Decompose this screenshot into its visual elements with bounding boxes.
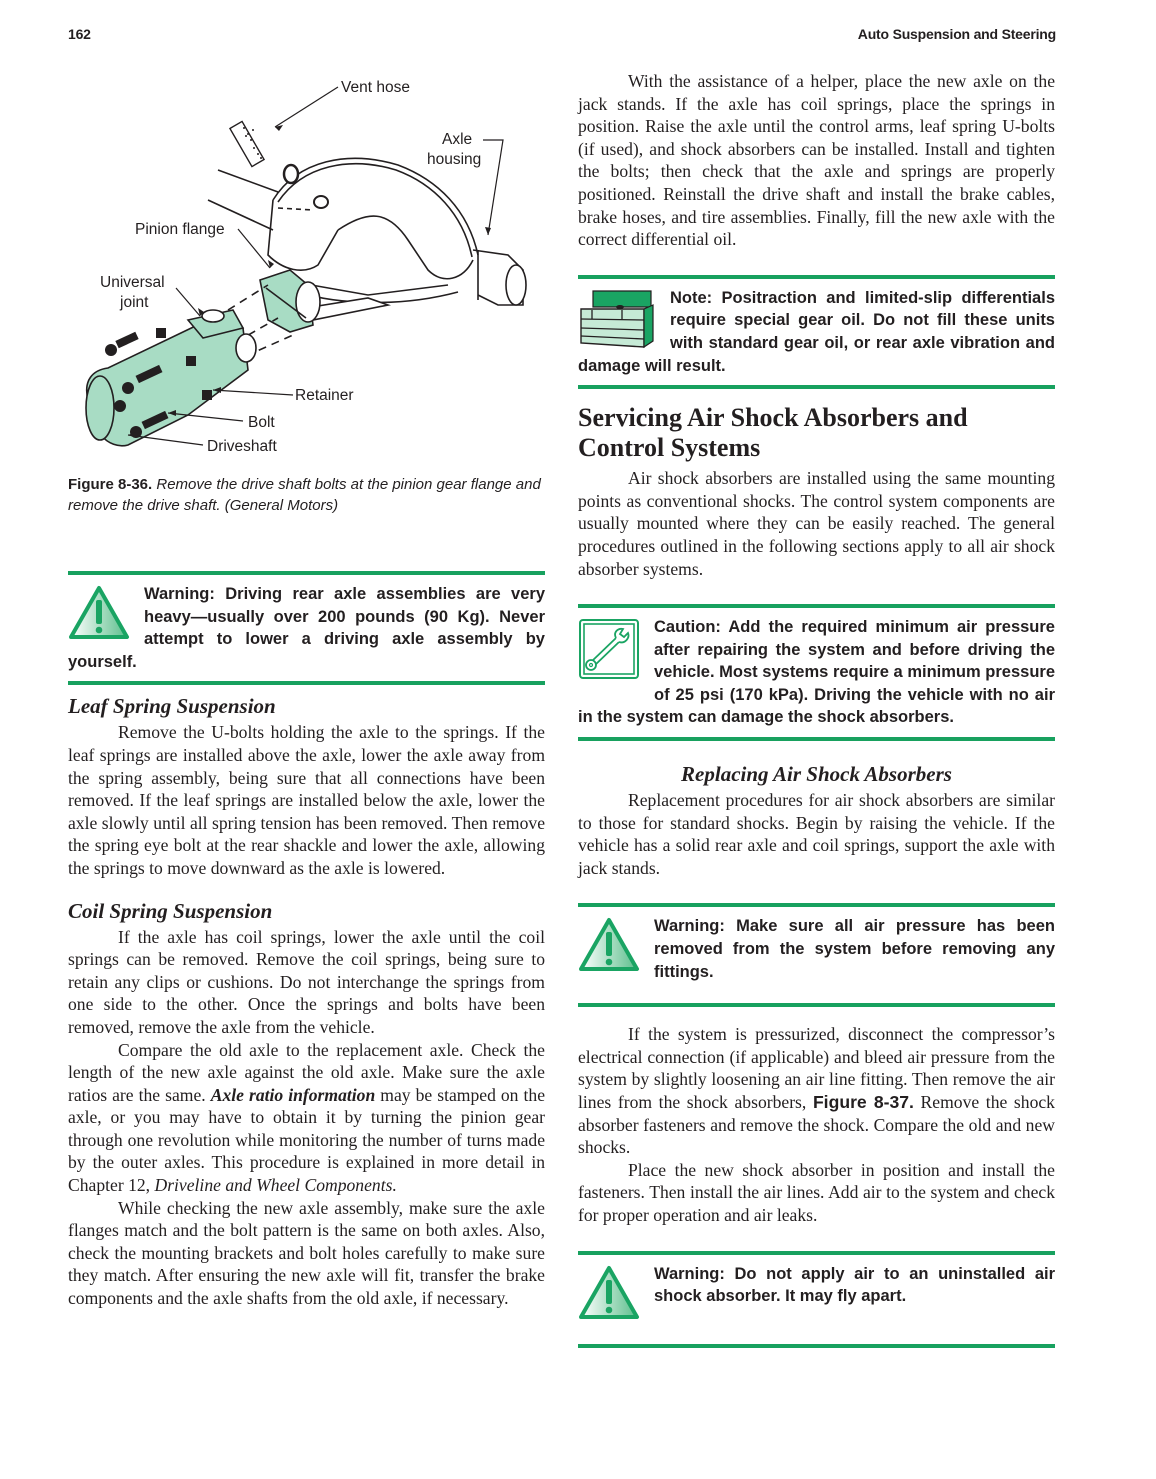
callout-axle-housing-1: Axle xyxy=(442,131,473,148)
warning-triangle-icon xyxy=(578,1265,640,1326)
warning-triangle-icon xyxy=(68,585,130,646)
warning-box-axle-weight xyxy=(68,571,545,685)
wrench-icon xyxy=(578,618,640,685)
caption-text: Remove the drive shaft bolts at the pinion gear flange and remove the drive shaft. (General Motors) xyxy=(68,476,541,514)
caution-box-air-pressure xyxy=(578,604,1055,741)
callout-vent-hose: Vent hose xyxy=(341,79,410,96)
callout-pinion-flange: Pinion flange xyxy=(135,221,225,238)
page-number: 162 xyxy=(68,26,91,42)
warning-text: Warning: Driving rear axle assemblies are very heavy—usually over 200 pounds (90 Kg). Never attempt to lower a driving axle assembly by yourself. xyxy=(68,585,545,671)
figure-8-36 xyxy=(68,70,545,470)
key-term-axle-ratio: Axle ratio information xyxy=(210,1084,376,1105)
warning-triangle-icon xyxy=(578,917,640,978)
warning-box-uninstalled-shock xyxy=(578,1251,1055,1348)
para-text: Remove the shock absorber fasteners and remove the shock. Compare the old and new shocks. xyxy=(578,1092,1055,1158)
para-coil-3: While checking the new axle assembly, make sure the axle flanges match and the bolt pattern is the same on both axles. Also, check the mounting brackets and bolt holes carefully to make sure they match. After ensuring the new axle will fit, transfer the brake components and the axle shafts from the old axle, if necessary. xyxy=(68,1197,545,1309)
figure-reference-8-37: Figure 8-37. xyxy=(812,1092,914,1112)
para-replacing: Replacement procedures for air shock absorbers are similar to those for standard shocks. Begin by raising the vehicle. If the vehicle has a solid rear axle and coil springs, support the axle with jack stands. xyxy=(578,790,1055,878)
warning-box-air-pressure-removed xyxy=(578,903,1055,1007)
para-place-new-shock: Place the new shock absorber in position and install the fasteners. Then install the air lines. Add air to the system and check for proper operation and air leaks. xyxy=(578,1159,1055,1225)
chapter-reference: Driveline and Wheel Components. xyxy=(154,1175,397,1196)
para-air-shocks-intro: Air shock absorbers are installed using the same mounting points as conventional shocks. The control system components are usually mounted where they can be easily reached. The general procedures outlined in the following sections apply to all air shock absorber systems. xyxy=(578,468,1055,579)
para-text: Compare the old axle to the replacement axle. Check the length of the new axle against the old axle. Make sure the axle ratios are the same. xyxy=(68,1039,545,1105)
toolbox-icon xyxy=(578,289,656,354)
callout-universal-joint-1: Universal xyxy=(100,274,165,291)
heading-replacing-air-shocks: Replacing Air Shock Absorbers xyxy=(681,762,952,787)
callout-retainer: Retainer xyxy=(295,387,354,404)
callout-driveshaft: Driveshaft xyxy=(207,438,277,455)
callout-bolt: Bolt xyxy=(248,414,275,431)
caption-label: Figure 8-36. xyxy=(68,476,153,493)
para-coil-2 xyxy=(68,1039,545,1197)
right-column xyxy=(578,70,1055,1348)
note-text: Note: Positraction and limited-slip differentials require special gear oil. Do not fill these units with standard gear oil, or rear axle vibration and damage will result. xyxy=(578,288,1055,375)
para-text: may be stamped on the axle, or you may have to obtain it by turning the pinion gear through one revolution while monitoring the number of turns made by the outer axles. This procedure is explained in more detail in Chapter 12, xyxy=(68,1084,546,1196)
running-head xyxy=(68,26,1056,46)
heading-coil-spring: Coil Spring Suspension xyxy=(68,898,273,923)
callout-universal-joint-2: joint xyxy=(120,294,149,311)
section-heading-air-shocks: Servicing Air Shock Absorbers and Control Systems xyxy=(578,403,968,463)
book-title: Auto Suspension and Steering xyxy=(857,26,1056,42)
figure-caption xyxy=(68,474,545,516)
warning-text: Warning: Do not apply air to an uninstalled air shock absorber. It may fly apart. xyxy=(654,1264,1055,1306)
axle-driveshaft-illustration xyxy=(68,70,545,470)
left-column xyxy=(68,70,545,1310)
para-leaf-spring: Remove the U-bolts holding the axle to the springs. If the leaf springs are installed above the axle, lower the axle away from the spring assembly, being sure that all connections have been removed. If the leaf springs are installed below the axle, lower the axle slowly until all spring tension has been removed. Then remove the spring eye bolt at the rear shackle and lower the axle, allowing the springs to move downward as the axle is lowered. xyxy=(68,722,545,878)
para-coil-1: If the axle has coil springs, lower the axle until the coil springs can be removed. Remove the coil springs, being sure to retain any clips or cushions. Do not interchange the springs from one side to the other. Once the springs and bolts have been removed, remove the axle from the vehicle. xyxy=(68,926,545,1037)
para-install-axle: With the assistance of a helper, place the new axle on the jack stands. If the axle has coil springs, place the springs in position. Raise the axle until the control arms, leaf spring U-bolts (if used), and shock absorbers can be installed. Install and tighten the bolts; then check that the axle and springs are properly positioned. Reinstall the drive shaft and install the brake cables, brake hoses, and tire assemblies. Finally, fill the new axle with the correct differential oil. xyxy=(578,71,1055,250)
caution-text: Caution: Add the required minimum air pressure after repairing the system and before driving the vehicle. Most systems require a minimum pressure of 25 psi (170 kPa). Driving the vehicle with no air in the system can damage the shock absorbers. xyxy=(578,618,1055,727)
note-box-positraction xyxy=(578,275,1055,389)
callout-axle-housing-2: housing xyxy=(427,151,482,168)
para-text: If the system is pressurized, disconnect the compressor’s electrical connection (if applicable) and bleed air pressure from the system by slightly loosening an air line fitting. Then remove the air lines from the shock absorbers, xyxy=(578,1024,1055,1112)
para-pressurized xyxy=(578,1023,1055,1159)
heading-leaf-spring: Leaf Spring Suspension xyxy=(68,694,276,719)
warning-text: Warning: Make sure all air pressure has been removed from the system before removing any fittings. xyxy=(654,917,1055,981)
